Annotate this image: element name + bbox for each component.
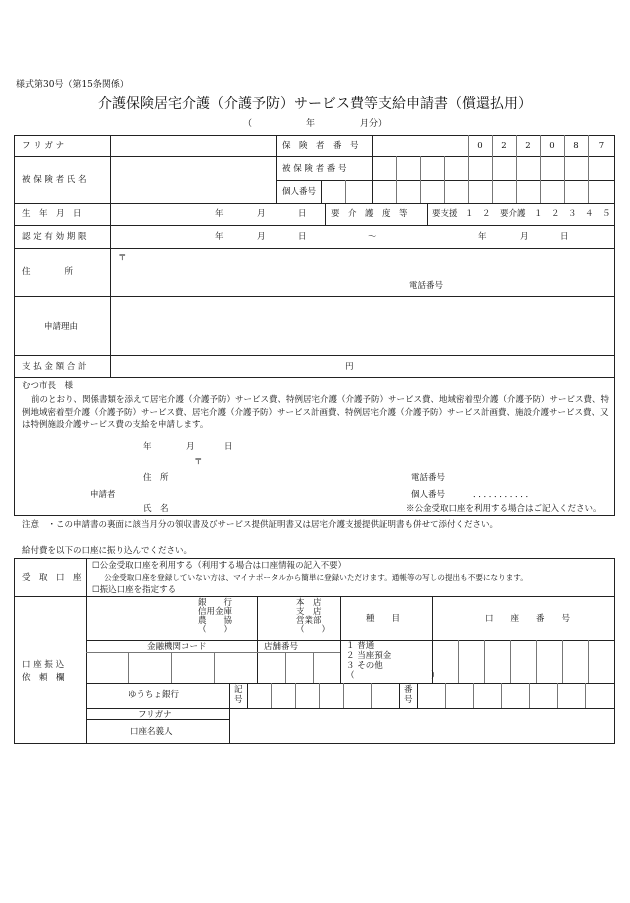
bank-type: 農 協 [198, 616, 233, 626]
birth-month: 月 [257, 209, 266, 219]
receive-account-label: 受 取 口 座 [22, 573, 82, 583]
request-label-1: 口 座 振 込 [22, 660, 65, 670]
account-holder-label: 口座名義人 [130, 727, 173, 737]
bank-type: （ ） [198, 625, 233, 635]
care-levels[interactable]: １ ２ ３ ４ ５ [534, 209, 611, 219]
bango-label: 番 [404, 685, 413, 695]
bank-type: 銀 行 [198, 598, 233, 608]
transfer-intro: 給付費を以下の口座に振り込んでください。 [22, 546, 193, 556]
option-public-account[interactable]: ☐公金受取口座を利用する（利用する場合は口座情報の記入不要） [92, 561, 347, 571]
kigo-label: 号 [234, 695, 243, 705]
decl-year: 年 [143, 442, 152, 452]
insurer-digit: 2 [525, 141, 531, 151]
type-option-ordinary[interactable]: １ 普通 [346, 641, 375, 651]
branch-code-label: 店舗番号 [264, 642, 299, 652]
declaration-body: 前のとおり、関係書類を添えて居宅介護（介護予防）サービス費、特例居宅介護（介護予防）サービス費、地域密着型介護（介護予防）サービス費、特例地域密着型介護（介護予防）サービス費、居宅介護（介護予防）サービス計画費、特例居宅介護（介護予防）サービス計画費、施設介護サービス費、又は特例施設介護サービス費の支給を申請します。 [22, 395, 610, 430]
cert-end-year: 年 [478, 232, 487, 242]
applicant-label: 申請者 [90, 490, 116, 500]
address-input[interactable] [111, 249, 614, 295]
personal-number-input[interactable] [322, 181, 614, 202]
bango-label: 号 [404, 695, 413, 705]
insurer-digit: 0 [477, 141, 483, 151]
phone-label: 電話番号 [409, 281, 444, 291]
bank-type: 信用金庫 [198, 607, 233, 617]
address-label: 住 所 [22, 267, 74, 277]
type-option-current[interactable]: ２ 当座預金 [346, 651, 392, 661]
cert-end-day: 日 [560, 232, 569, 242]
birth-date-label: 生 年 月 日 [22, 209, 82, 219]
branch-type: 支 店 [296, 607, 322, 617]
insured-name-input[interactable] [111, 157, 275, 202]
reason-label: 申請理由 [44, 322, 79, 332]
account-type-header: 種 目 [366, 614, 401, 624]
care-level-label: 要 介 護 度 等 [331, 209, 408, 219]
total-label: 支 払 金 額 合 計 [22, 362, 87, 372]
furigana-label: フ リ ガ ナ [22, 141, 65, 151]
insurer-digit: 7 [598, 141, 605, 151]
bank-code-label: 金融機関コード [147, 642, 207, 652]
decl-postal: 〒 [194, 457, 203, 467]
form-title: 介護保険居宅介護（介護予防）サービス費等支給申請書（償還払用） [98, 96, 532, 112]
insurer-digit: 2 [501, 141, 507, 151]
addressee: むつ市長 様 [22, 381, 74, 391]
care-label: 要介護 [500, 209, 526, 219]
account-holder-input[interactable] [230, 720, 614, 743]
insured-number-label: 被 保 険 者 番 号 [282, 164, 347, 174]
holder-furigana-label: フリガナ [138, 710, 172, 720]
support-label: 要支援 [432, 209, 458, 219]
request-label-2: 依 頼 欄 [22, 673, 65, 683]
decl-phone-label: 電話番号 [411, 473, 446, 483]
furigana-input[interactable] [111, 136, 275, 156]
decl-personal-label: 個人番号 [411, 490, 446, 500]
billing-period: （ 年 月分） [242, 119, 387, 129]
cert-start-year: 年 [215, 232, 224, 242]
branch-type: 営業部 [296, 616, 322, 626]
branch-type: （ ） [296, 625, 331, 635]
public-account-info: 公金受取口座を登録していない方は、マイナポータルから簡単に登録いただけます。通帳等の写しの提出も不要になります。 [104, 573, 528, 582]
cert-period-label: 認 定 有 効 期 限 [22, 232, 87, 242]
insurer-digit: 8 [573, 141, 579, 151]
decl-day: 日 [224, 442, 233, 452]
insurer-number-label: 保 険 者 番 号 [282, 141, 359, 151]
decl-month: 月 [186, 442, 195, 452]
decl-address-label: 住 所 [143, 473, 169, 483]
reason-input[interactable] [111, 297, 614, 354]
notice-text: 注意 ・この申請書の裏面に該当月分の領収書及びサービス提供証明書又は居宅介護支援提供証明書も併せて添付ください。 [22, 520, 499, 530]
personal-number-dots[interactable]: ．．．．．．．．．．． [473, 490, 536, 500]
branch-type: 本 店 [296, 598, 322, 608]
total-input[interactable] [111, 356, 341, 376]
decl-name-label: 氏 名 [143, 504, 169, 514]
public-account-note: ※公金受取口座を利用する場合はご記入ください。 [406, 504, 602, 514]
cert-start-month: 月 [257, 232, 266, 242]
type-option-other[interactable]: ３ その他 [346, 661, 383, 671]
cert-end-month: 月 [520, 232, 529, 242]
kigo-label: 記 [234, 685, 243, 695]
option-transfer-account[interactable]: ☐振込口座を指定する [92, 585, 177, 595]
cert-tilde: ～ [368, 232, 377, 242]
insured-number-input[interactable] [373, 157, 614, 179]
type-option-other-detail: （ ） [346, 671, 440, 681]
insured-name-label: 被 保 険 者 氏 名 [22, 175, 87, 185]
birth-year: 年 [215, 209, 224, 219]
postal-mark: 〒 [118, 253, 127, 263]
form-number: 様式第30号（第15条関係） [16, 80, 129, 90]
birth-day: 日 [298, 209, 307, 219]
support-levels[interactable]: １ ２ [465, 209, 491, 219]
account-number-header: 口 座 番 号 [485, 614, 571, 624]
yucho-label: ゆうちょ銀行 [128, 690, 180, 700]
cert-start-day: 日 [298, 232, 307, 242]
personal-number-label: 個人番号 [282, 187, 317, 197]
insurer-digit: 0 [549, 141, 555, 151]
yen-unit: 円 [345, 362, 354, 372]
holder-furigana-input[interactable] [230, 709, 614, 719]
